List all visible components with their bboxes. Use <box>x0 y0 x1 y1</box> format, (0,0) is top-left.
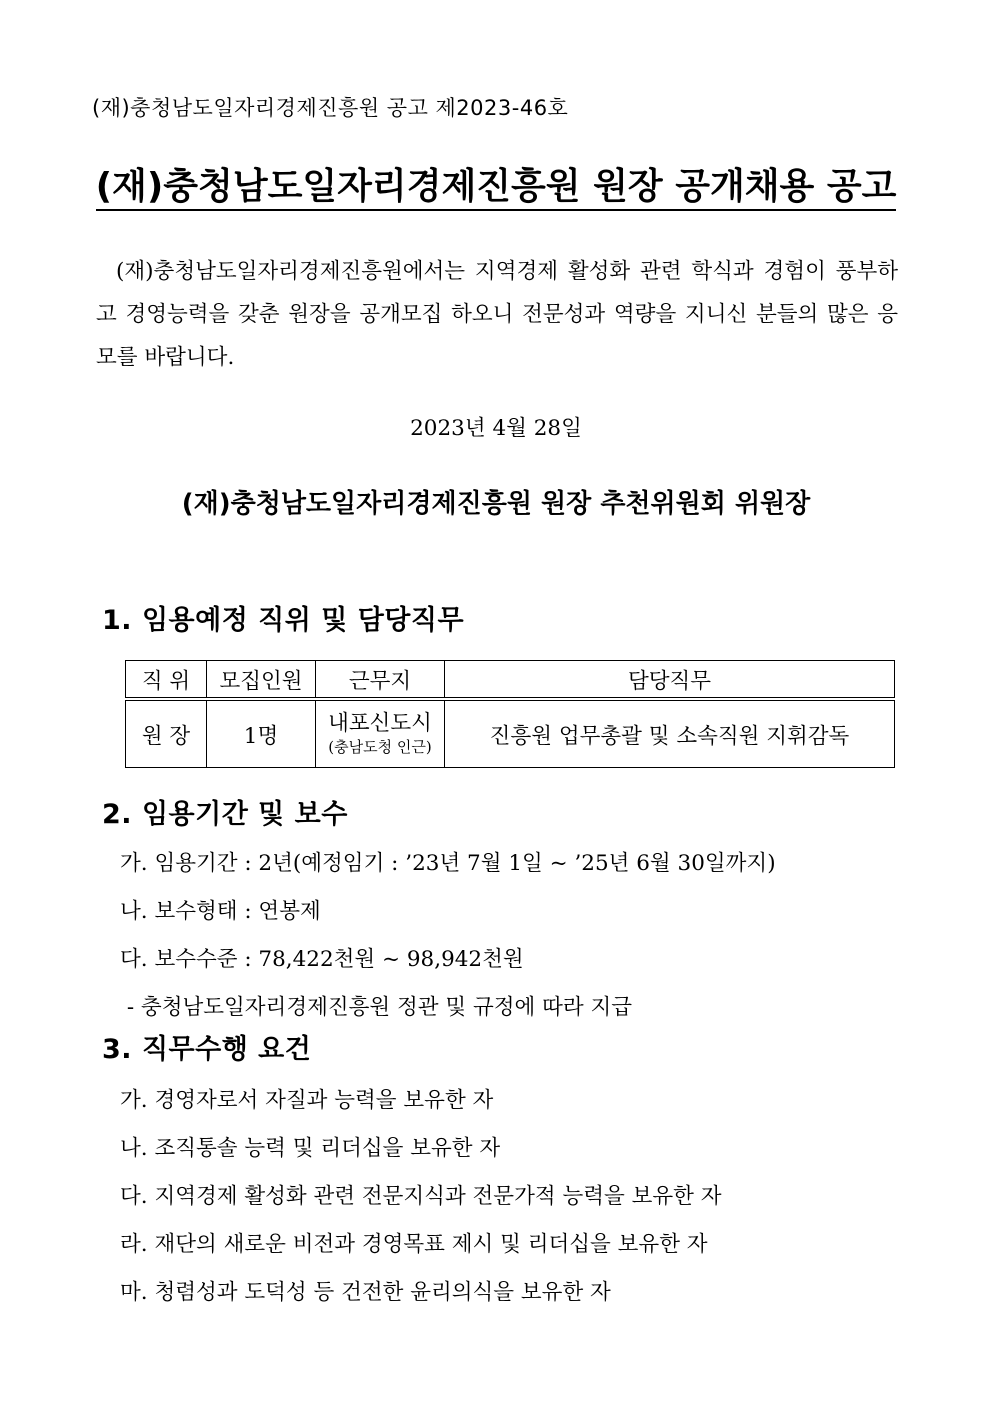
list-item: 가. 경영자로서 자질과 능력을 보유한 자 <box>120 1088 494 1113</box>
list-item: 마. 청렴성과 도덕성 등 건전한 윤리의식을 보유한 자 <box>120 1280 611 1305</box>
list-item: 가. 임용기간 : 2년(예정임기 : ’23년 7월 1일 ~ ’25년 6월 30일까지) <box>120 851 776 876</box>
cell-duty: 진흥원 업무총괄 및 소속직원 지휘감독 <box>445 699 895 768</box>
intro-text: (재)충청남도일자리경제진흥원에서는 지역경제 활성화 관련 학식과 경험이 풍부하고 경영능력을 갖춘 원장을 공개모집 하오니 전문성과 역량을 지니신 분들의 많은 응모를 바랍니다. <box>96 259 898 370</box>
list-item: 다. 보수수준 : 78,422천원 ~ 98,942천원 <box>120 947 524 972</box>
header-position: 직 위 <box>126 661 207 700</box>
list-item: 다. 지역경제 활성화 관련 전문지식과 전문가적 능력을 보유한 자 <box>120 1184 722 1209</box>
announcement-date: 2023년 4월 28일 <box>410 416 582 441</box>
notice-number: (재)충청남도일자리경제진흥원 공고 제2023-46호 <box>92 96 569 120</box>
document-title <box>0 158 992 209</box>
cell-location <box>316 699 445 768</box>
header-count: 모집인원 <box>207 661 316 700</box>
document-title-text: (재)충청남도일자리경제진흥원 원장 공개채용 공고 <box>96 166 897 211</box>
cell-position: 원 장 <box>126 699 207 768</box>
table-row <box>126 699 895 768</box>
cell-count: 1명 <box>207 699 316 768</box>
list-item: 라. 재단의 새로운 비전과 경영목표 제시 및 리더십을 보유한 자 <box>120 1232 708 1257</box>
section-2-list <box>120 840 920 1032</box>
header-location: 근무지 <box>316 661 445 700</box>
header-duty: 담당직무 <box>445 661 895 700</box>
table-header-row <box>126 661 895 700</box>
section-3-list <box>120 1077 920 1317</box>
intro-paragraph <box>96 250 898 379</box>
list-item: - 충청남도일자리경제진흥원 정관 및 규정에 따라 지급 <box>120 995 633 1020</box>
position-table <box>125 660 895 768</box>
list-item: 나. 보수형태 : 연봉제 <box>120 899 321 924</box>
location-name: 내포신도시 <box>328 711 432 736</box>
section-2-heading: 2. 임용기간 및 보수 <box>102 799 348 830</box>
section-1-heading: 1. 임용예정 직위 및 담당직무 <box>102 605 465 636</box>
section-3-heading: 3. 직무수행 요건 <box>102 1034 312 1065</box>
list-item: 나. 조직통솔 능력 및 리더십을 보유한 자 <box>120 1136 501 1161</box>
signer: (재)충청남도일자리경제진흥원 원장 추천위원회 위원장 <box>181 489 811 519</box>
location-note: (충남도청 인근) <box>328 738 432 756</box>
